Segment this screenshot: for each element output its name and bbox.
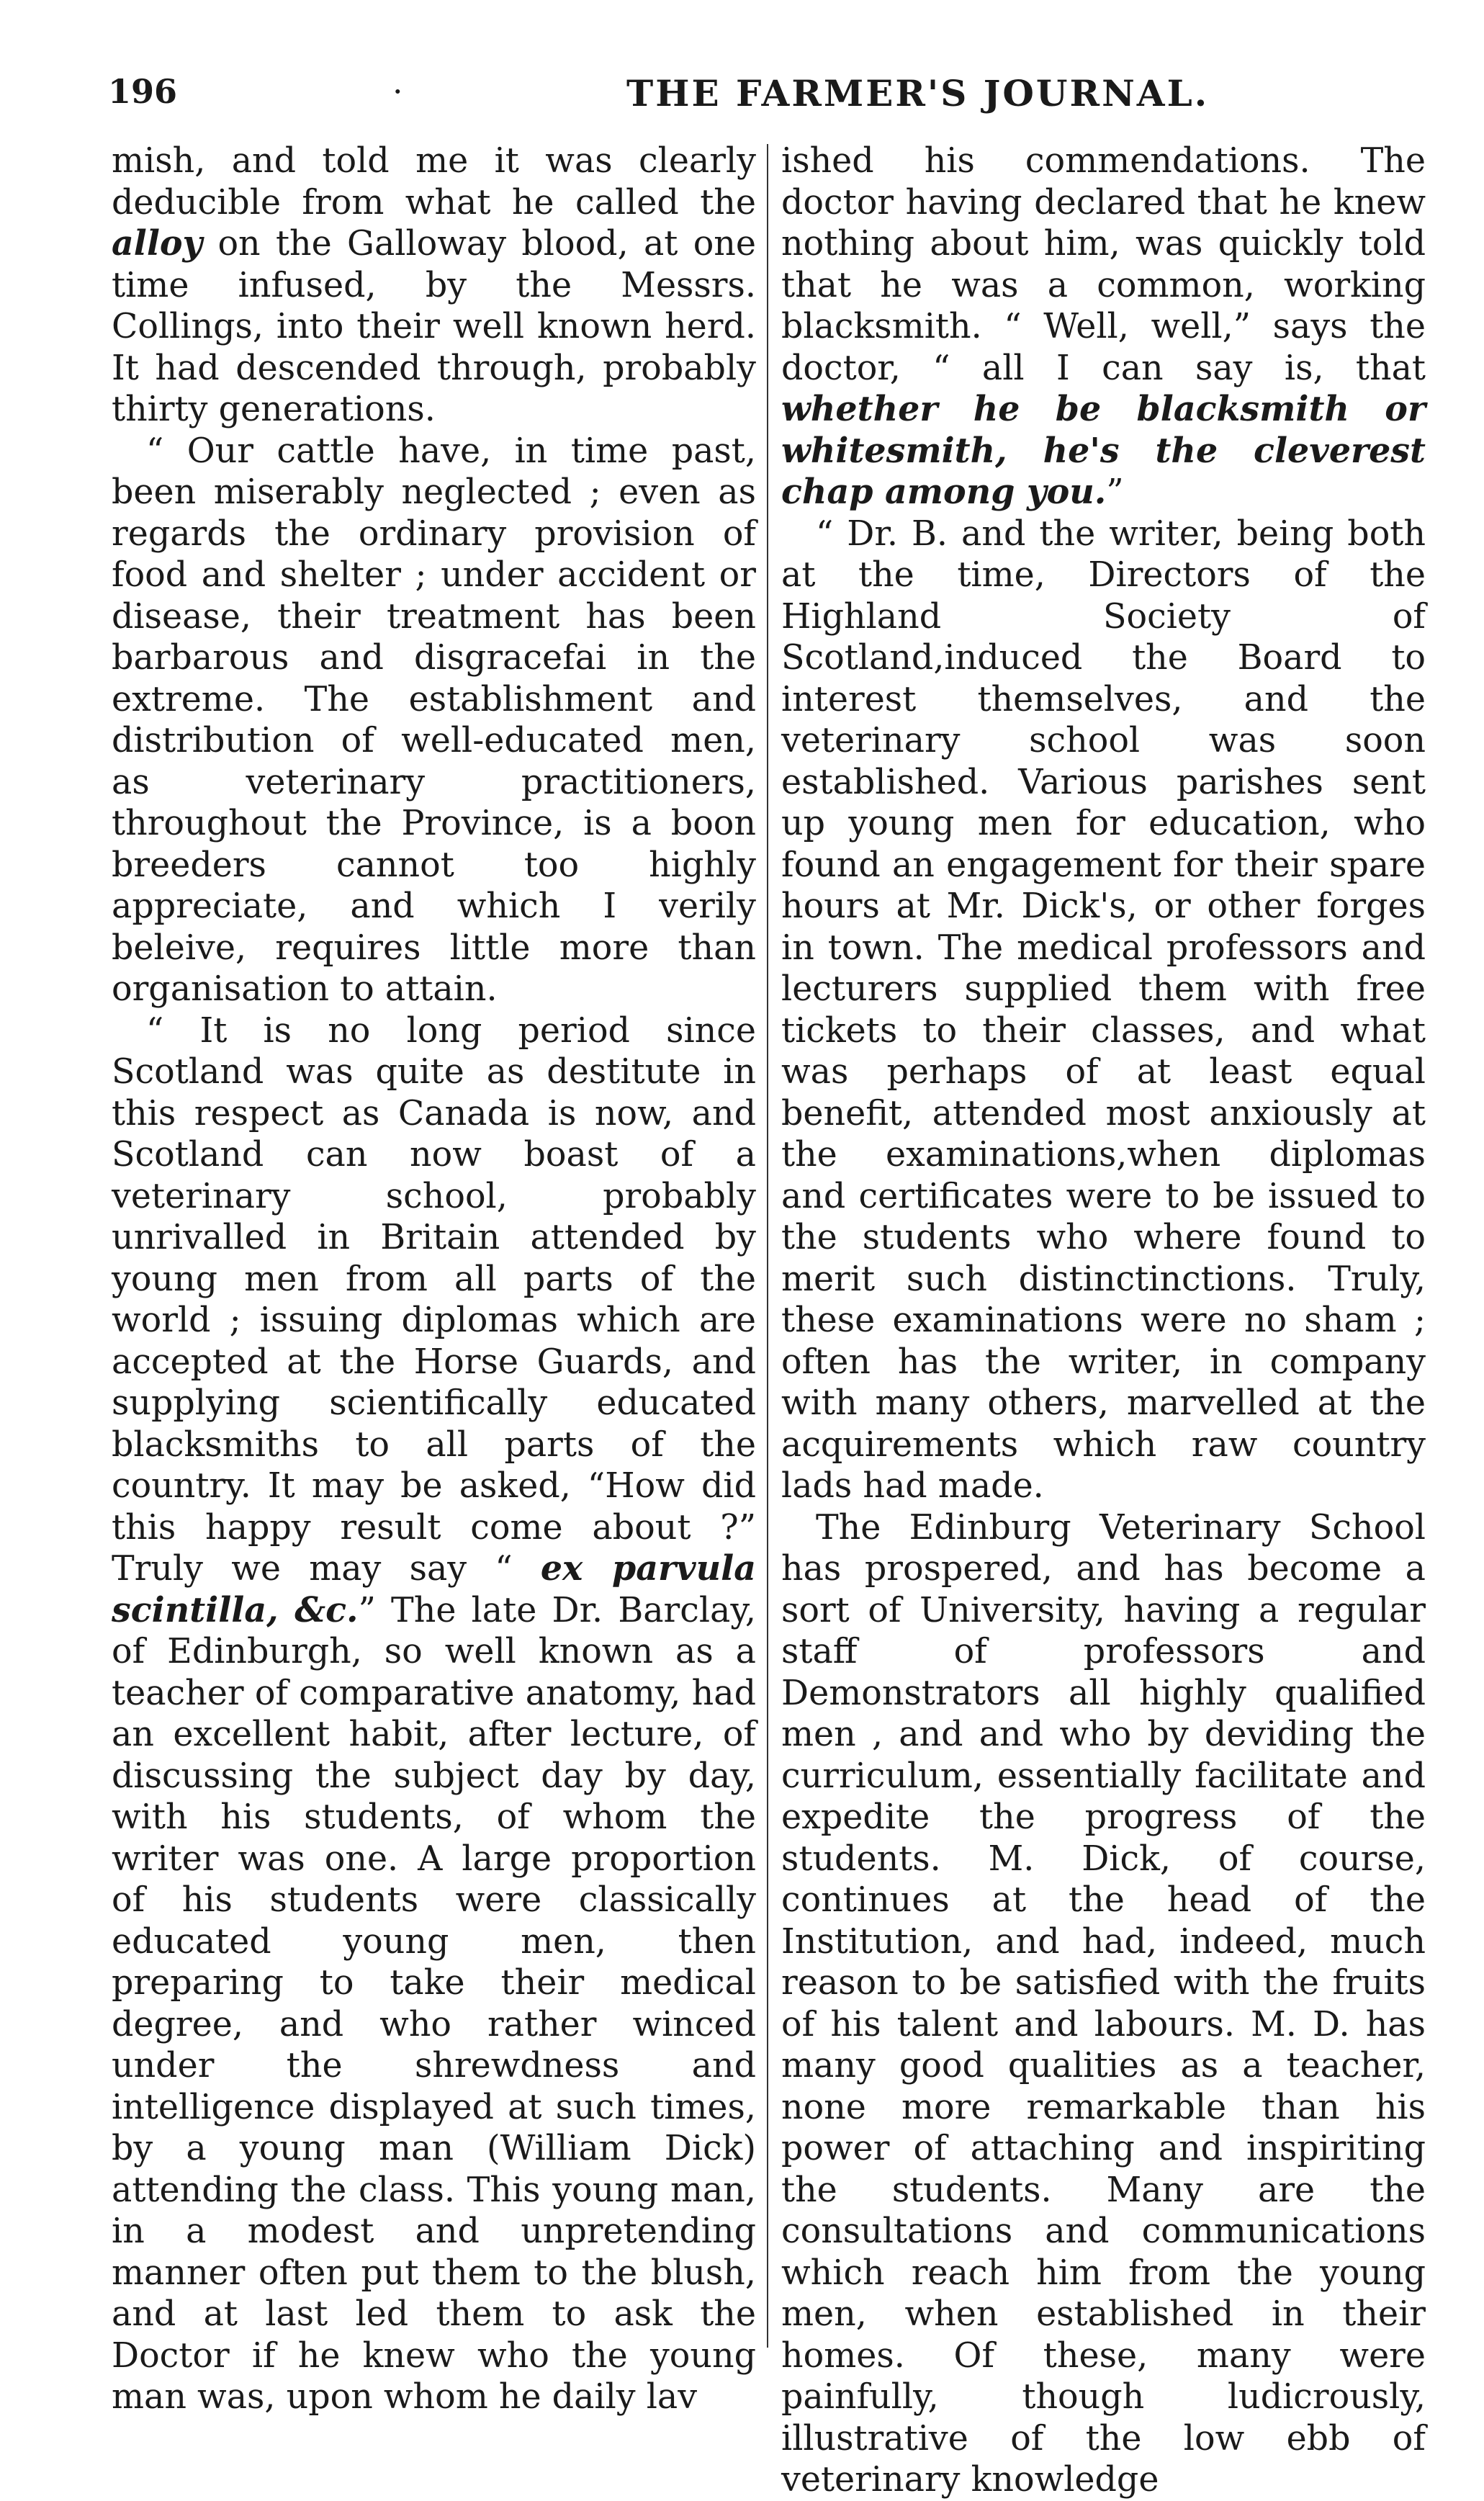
text-run: ” The late Dr. Barclay, of Edinburgh, so well known as a teacher of comparative anatomy, had an excellent habit, after lecture, of discussing the subject day by day, with his students, of whom the writer was one. A large proportion of his students were classically educated young men, then preparing to take their medical degree, and who rather winced under the shrewdness and intelligence displayed at such times, by a young man (William Dick) attending the class. This young man, in a modest and unpretending manner often put them to the blush, and at last led them to ask the Doctor if he knew who the young man was, upon whom he daily lav	[112, 1590, 756, 2417]
right-column	[781, 140, 1426, 2501]
column-divider	[767, 144, 768, 2348]
paragraph	[781, 140, 1426, 513]
italic-text: alloy	[112, 223, 203, 264]
text-run: mish, and told me it was clearly deducible from what he called the	[112, 141, 756, 223]
paragraph: “ Dr. B. and the writer, being both at the time, Directors of the Highland Society of Scotland,induced the Board to interest themselves, and the veterinary school was soon established. Various parishes sent up young men for education, who found an engagement for their spare hours at Mr. Dick's, or other forges in town. The medical professors and lecturers supplied them with free tickets to their classes, and what was perhaps of at least equal benefit, attended most anxiously at the examinations,when diplomas and certificates were to be issued to the students who where found to merit such distinctinctions. Truly, these examinations were no sham ; often has the writer, in company with many others, marvelled at the acquirements which raw country lads had made.	[781, 513, 1426, 1506]
paragraph	[112, 140, 756, 431]
text-run: “ It is no long period since Scotland was quite as destitute in this respect as Canada is now, and Scotland can now boast of a veterinary school, probably unrivalled in Britain attended by young men from all parts of the world ; issuing diplomas which are accepted at the Horse Guards, and supplying scientifically educated blacksmiths to all parts of the country. It may be asked, “How did this happy result come about ?” Truly we may say “	[112, 1010, 756, 1589]
italic-text: ex parvula scintilla, &c.	[112, 1548, 756, 1630]
text-run: ished his commendations. The doctor having declared that he knew nothing about him, was quickly told that he was a common, working blacksmith. “ Well, well,” says the doctor, “ all I can say is, that	[781, 141, 1426, 388]
left-column	[112, 140, 756, 2418]
italic-text: whether he be blacksmith or whitesmith, he's the cleverest chap among you.	[781, 389, 1426, 512]
paragraph: “ Our cattle have, in time past, been miserably neglected ; even as regards the ordinary provision of food and shelter ; under accident or disease, their treatment has been barbarous and disgracefai in the extreme. The establishment and distribution of well-educated men, as veterinary practitioners, throughout the Province, is a boon breeders cannot too highly appreciate, and which I verily beleive, requires little more than organisation to attain.	[112, 431, 756, 1009]
paragraph	[112, 1010, 756, 2418]
journal-title: THE FARMER'S JOURNAL.	[626, 72, 1210, 115]
running-header	[108, 72, 1433, 137]
page-number: 196	[108, 72, 178, 111]
text-run: on the Galloway blood, at one time infused, by the Messrs. Collings, into their well known herd. It had descended through, probably thirty generations.	[112, 224, 756, 429]
header-separator: ·	[392, 72, 403, 111]
paragraph: The Edinburg Veterinary School has prospered, and has become a sort of University, having a regular staff of professors and Demonstrators all highly qualified men , and and who by deviding the curriculum, essentially facilitate and expedite the progress of the students. M. Dick, of course, continues at the head of the Institution, and had, indeed, much reason to be satisfied with the fruits of his talent and labours. M. D. has many good qualities as a teacher, none more remarkable than his power of attaching and inspiriting the students. Many are the consultations and communications which reach him from the young men, when established in their homes. Of these, many were painfully, though ludicrously, illustrative of the low ebb of veterinary knowledge	[781, 1507, 1426, 2500]
text-run: ”	[1106, 472, 1124, 512]
